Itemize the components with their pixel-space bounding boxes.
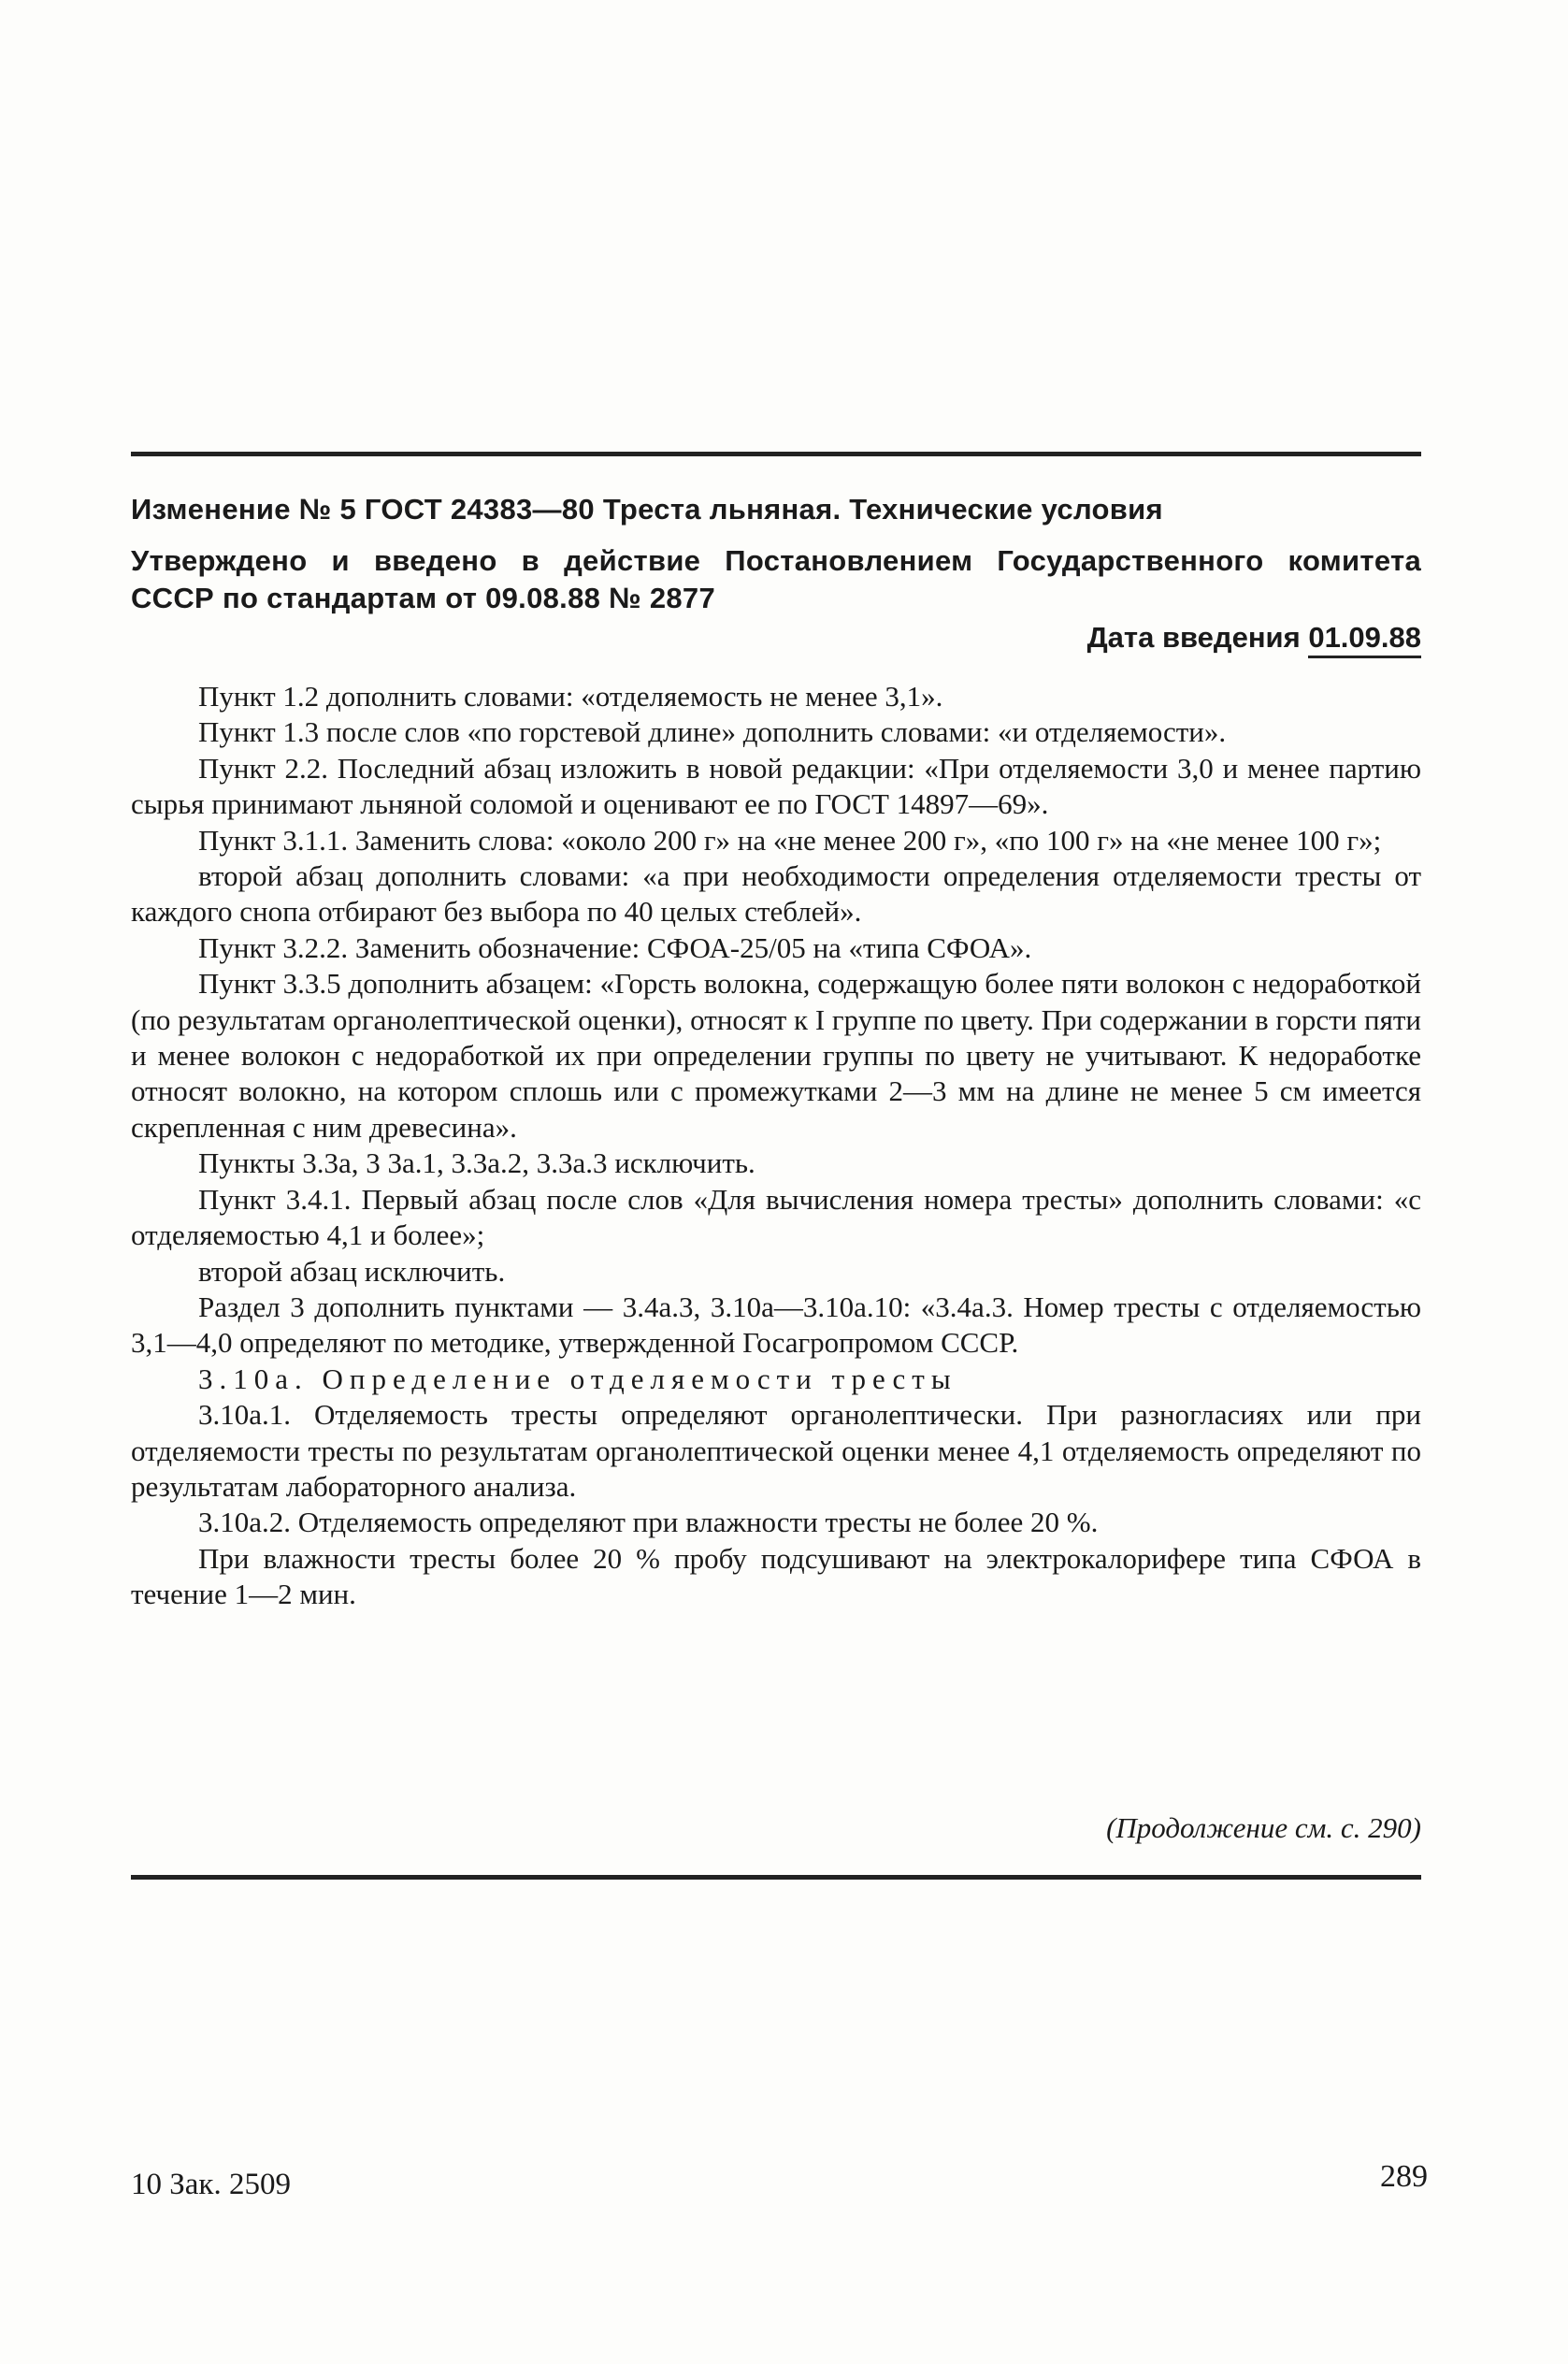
paragraph: Пункт 1.3 после слов «по горстевой длине» дополнить словами: «и отделяемости».	[198, 715, 1227, 749]
paragraph: Раздел 3 дополнить пунктами — 3.4а.3, 3.10а—3.10а.10: «3.4а.3. Номер тресты с отделяемостью 3,1—4,0 определяют по методике, утвержденной Госагропромом СССР.	[131, 1290, 1421, 1360]
paragraph: второй абзац исключить.	[198, 1254, 506, 1288]
bottom-rule	[131, 1875, 1421, 1880]
approval-line-1: Утверждено и введено в действие Постановлением Государственного комитета	[131, 544, 1421, 577]
effective-date-label: Дата введения	[1086, 621, 1301, 654]
page-number: 289	[1380, 2159, 1428, 2194]
effective-date	[1087, 619, 1421, 656]
change-title: Изменение № 5 ГОСТ 24383—80 Треста льняная. Технические условия	[131, 493, 1163, 526]
paragraph: Пункт 3.3.5 дополнить абзацем: «Горсть волокна, содержащую более пяти волокон с недоработкой (по результатам органолептической оценки), относят к I группе по цвету. При содержании в горсти пяти и менее волокон с недоработкой их при определении группы по цвету не учитывают. К недоработке относят волокно, на котором сплошь или с промежутками 2—3 мм на длине не менее 5 см имеется скрепленная с ним древесина».	[131, 967, 1421, 1144]
effective-date-value: 01.09.88	[1308, 621, 1421, 658]
paragraph: Пункт 3.2.2. Заменить обозначение: СФОА-25/05 на «типа СФОА».	[198, 930, 1032, 964]
paragraph: Пункт 3.1.1. Заменить слова: «около 200 г» на «не менее 200 г», «по 100 г» на «не менее 100 г»;	[198, 823, 1382, 857]
paragraph: Пункт 1.2 дополнить словами: «отделяемость не менее 3,1».	[198, 680, 943, 713]
paragraph: 3.10а.1. Отделяемость тресты определяют органолептически. При разногласиях или при отделяемости тресты по результатам органолептической оценки менее 4,1 отделяемость определяют по результатам лабораторного анализа.	[131, 1398, 1421, 1503]
paragraph: Пункты 3.3а, 3 3а.1, 3.3а.2, 3.3а.3 исключить.	[198, 1146, 755, 1180]
paragraph: 3.10а.2. Отделяемость определяют при влажности тресты не более 20 %.	[198, 1506, 1099, 1539]
approval-line-2: СССР по стандартам от 09.08.88 № 2877	[131, 582, 715, 614]
order-number: 10 Зак. 2509	[131, 2168, 291, 2201]
top-rule	[131, 452, 1421, 456]
section-heading: 3.10а. Определение отделяемости тресты	[198, 1362, 957, 1395]
paragraph: Пункт 3.4.1. Первый абзац после слов «Для вычисления номера тресты» дополнить словами: «с отделяемостью 4,1 и более»;	[131, 1182, 1421, 1252]
paragraph: Пункт 2.2. Последний абзац изложить в новой редакции: «При отделяемости 3,0 и менее партию сырья принимают льняной соломой и оценивают ее по ГОСТ 14897—69».	[131, 751, 1421, 821]
continuation-note: (Продолжение см. с. 290)	[1106, 1811, 1421, 1844]
paragraph: второй абзац дополнить словами: «а при необходимости определения отделяемости тресты от каждого снопа отбирают без выбора по 40 целых стеблей».	[131, 859, 1421, 929]
paragraph: При влажности тресты более 20 % пробу подсушивают на электрокалорифере типа СФОА в течение 1—2 мин.	[131, 1541, 1421, 1611]
amendment-body	[131, 679, 1421, 1613]
